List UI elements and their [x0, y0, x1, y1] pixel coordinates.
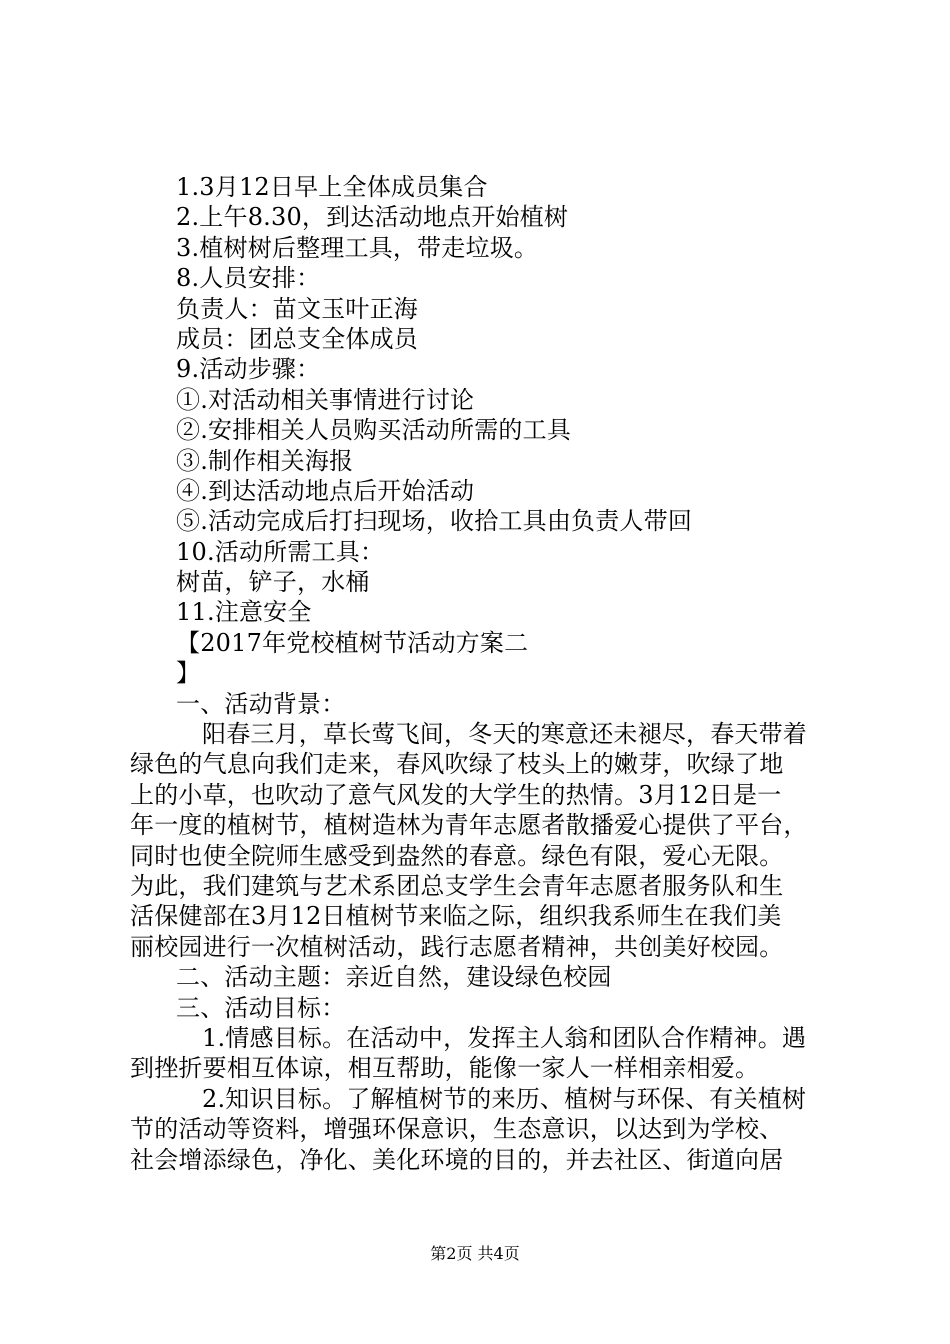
paragraph-line: 节的活动等资料，增强环保意识，生态意识，以达到为学校、	[130, 1115, 784, 1144]
page-number-footer: 第2页 共4页	[430, 1244, 520, 1263]
text-line: 9.活动步骤：	[176, 355, 321, 384]
text-line: 2.上午8.30，到达活动地点开始植树	[176, 203, 569, 232]
text-line: 树苗，铲子，水桶	[176, 568, 370, 597]
paragraph-line: 绿色的气息向我们走来，春风吹绿了枝头上的嫩芽，吹绿了地	[130, 750, 784, 779]
goal-paragraph-1	[130, 1023, 830, 1084]
paragraph-line: 上的小草，也吹动了意气风发的大学生的热情。3月12日是一	[130, 780, 782, 809]
text-line: 8.人员安排：	[176, 264, 321, 293]
text-line: ①.对活动相关事情进行讨论	[176, 385, 475, 414]
text-line: 10.活动所需工具：	[176, 537, 385, 566]
text-line: ④.到达活动地点后开始活动	[176, 476, 475, 505]
paragraph-line: 同时也使全院师生感受到盎然的春意。绿色有限，爱心无限。	[130, 841, 784, 870]
text-line: 负责人：苗文玉叶正海	[176, 294, 418, 323]
text-line: ③.制作相关海报	[176, 446, 354, 475]
paragraph-line: 1.情感目标。在活动中，发挥主人翁和团队合作精神。遇	[202, 1023, 807, 1052]
paragraph-line: 丽校园进行一次植树活动，践行志愿者精神，共创美好校园。	[130, 932, 784, 961]
paragraph-line: 年一度的植树节，植树造林为青年志愿者散播爱心提供了平台，	[130, 811, 808, 840]
paragraph-line: 到挫折要相互体谅，相互帮助，能像一家人一样相亲相爱。	[130, 1054, 760, 1083]
text-line: ⑤.活动完成后打扫现场，收拾工具由负责人带回	[176, 507, 693, 536]
section-title-end: 】	[176, 659, 201, 688]
goal-paragraph-2	[130, 1084, 830, 1175]
paragraph-line: 2.知识目标。了解植树节的来历、植树与环保、有关植树	[202, 1084, 807, 1113]
text-line: ②.安排相关人员购买活动所需的工具	[176, 416, 572, 445]
paragraph-line: 为此，我们建筑与艺术系团总支学生会青年志愿者服务队和生	[130, 871, 784, 900]
background-paragraph	[130, 719, 830, 962]
section-title: 【2017年党校植树节活动方案二	[176, 628, 529, 657]
text-line: 成员：团总支全体成员	[176, 324, 418, 353]
heading-goals: 三、活动目标：	[176, 993, 346, 1022]
text-line: 3.植树树后整理工具，带走垃圾。	[176, 233, 539, 262]
heading-background: 一、活动背景：	[176, 689, 346, 718]
document-body	[130, 172, 830, 1175]
paragraph-line: 活保健部在3月12日植树节来临之际，组织我系师生在我们美	[130, 902, 782, 931]
text-line: 11.注意安全	[176, 598, 312, 627]
heading-theme: 二、活动主题：亲近自然，建设绿色校园	[176, 963, 612, 992]
paragraph-line: 阳春三月，草长莺飞间，冬天的寒意还未褪尽，春天带着	[202, 720, 807, 749]
paragraph-line: 社会增添绿色，净化、美化环境的目的，并去社区、街道向居	[130, 1145, 784, 1174]
text-line: 1.3月12日早上全体成员集合	[176, 173, 488, 201]
